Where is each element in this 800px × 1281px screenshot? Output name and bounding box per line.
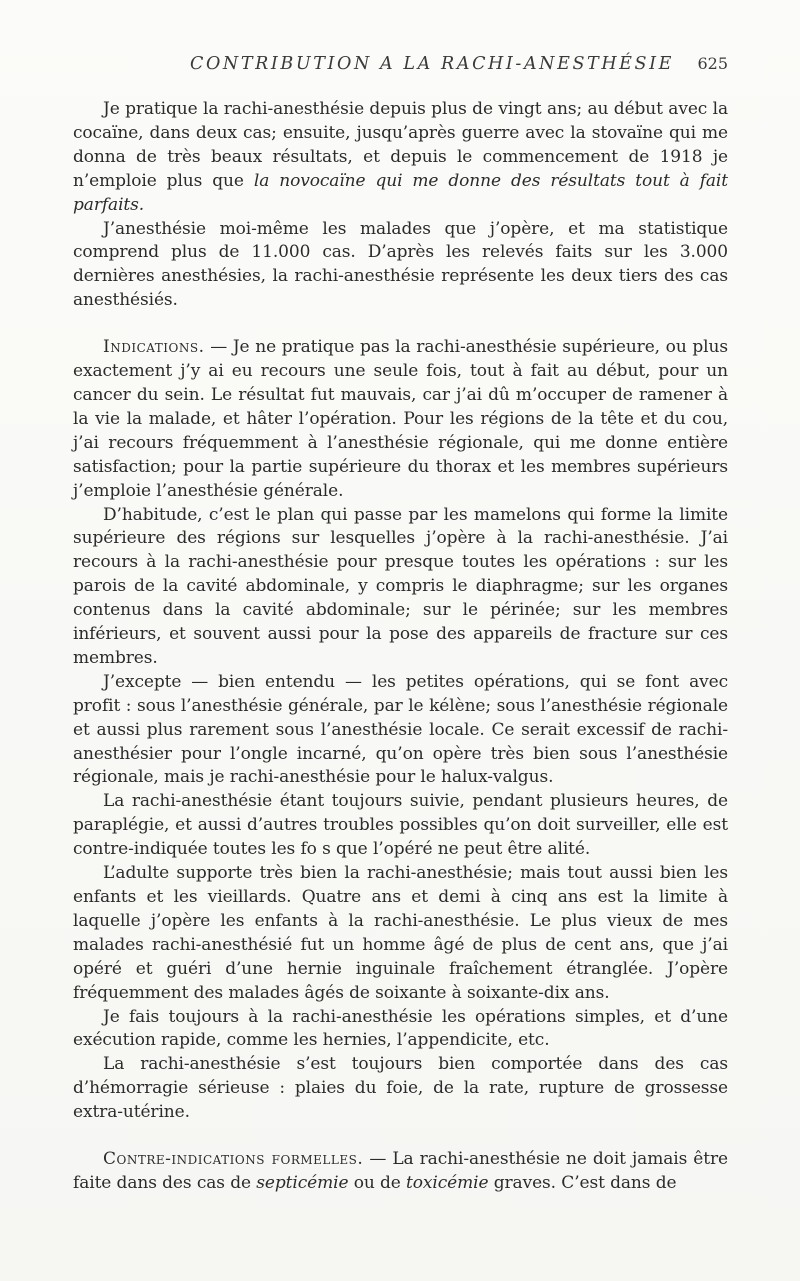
contraindications-italic-b: toxicémie [406,1172,489,1193]
paragraph-contraindications [73,1148,728,1196]
paragraph-limits: D’habitude, c’est le plan qui passe par les mamelons qui forme la limite supérieure des régions sur lesquelles j’opère à la rachi-anesthésie. J’ai recours à la rachi-anesthésie pour presque toutes les opérations : sur les parois de la cavité abdominale, y compris le diaphragme; sur les organes contenus dans la cavité abdominale; sur le périnée; sur les membres inférieurs, et souvent aussi pour la pose des appareils de fracture sur ces membres. [73,504,728,668]
section-heading-indications: Indications. [103,337,205,358]
running-title: CONTRIBUTION A LA RACHI-ANESTHÉSIE [190,54,675,74]
paragraph-exceptions: J’excepte — bien entendu — les petites opérations, qui se font avec profit : sous l’anesthésie générale, par le kélène; sous l’anesthésie régionale et aussi plus rarement sous l’anesthésie locale. Ce serait excessif de rachi-anesthésier pour l’ongle incarné, qu’on opère très bien sous l’anesthésie régionale, mais je rachi-anesthésie pour le halux-valgus. [73,671,728,788]
paragraph-indications-text: — Je ne pratique pas la rachi-anesthésie supérieure, ou plus exactement j’y ai eu recours une seule fois, tout à fait au début, pour un cancer du sein. Le résultat fut mauvais, car j’ai dû m’occuper de ramener à la vie la malade, et hâter l’opération. Pour les régions de la tête et du cou, j’ai recours fréquemment à l’anesthésie régionale, qui me donne entière satisfaction; pour la partie supérieure du thorax et les membres supérieurs j’emploie l’anesthésie générale. [73,337,728,501]
paragraph-simple-operations: Je fais toujours à la rachi-anesthésie les opérations simples, et d’une exécution rapide, comme les hernies, l’appendicite, etc. [73,1006,728,1051]
contraindications-text-a: — La rachi-anesthésie ne doit jamais être faite dans des cas de [73,1149,728,1193]
contraindications-italic-a: septicémie [256,1172,349,1193]
page-number: 625 [697,54,728,73]
paragraph-history [73,98,728,218]
contraindications-text-b: ou de [348,1172,407,1193]
running-header [0,54,800,80]
paragraph-history-text: Je pratique la rachi-anesthésie depuis plus de vingt ans; au début avec la cocaïne, dans deux cas; ensuite, jusqu’après guerre avec la stovaïne qui me donna de très beaux résultats, et depuis le commencement de 1918 je n’emploie plus que [73,99,728,191]
paragraph-history-italic: la novocaïne qui me donne des résultats tout à fait parfaits. [73,170,729,215]
paragraph-ages: L’adulte supporte très bien la rachi-anesthésie; mais tout aussi bien les enfants et les vieillards. Quatre ans et demi à cinq ans est la limite à laquelle j’opère les enfants à la rachi-anesthésie. Le plus vieux de mes malades rachi-anesthésié fut un homme âgé de plus de cent ans, que j’ai opéré et guéri d’une hernie inguinale fraîchement étranglée. J’opère fréquemment des malades âgés de soixante à soixante-dix ans. [73,863,728,1003]
paragraph-paraplegia: La rachi-anesthésie étant toujours suivie, pendant plusieurs heures, de paraplégie, et aussi d’autres troubles possibles qu’on doit surveiller, elle est contre-indiquée toutes les fo s que l’opéré ne peut être alité. [73,791,728,860]
paragraph-indications [73,336,728,503]
paragraph-hemorrhage: La rachi-anesthésie s’est toujours bien comportée dans des cas d’hémorragie sérieuse : plaies du foie, de la rate, rupture de grossesse extra-utérine. [73,1054,728,1123]
body-text [73,98,728,1196]
section-heading-contraindications: Contre-indications formelles. [103,1149,364,1170]
contraindications-text-c: graves. C’est dans de [488,1172,677,1193]
paragraph-statistics: J’anesthésie moi-même les malades que j’opère, et ma statistique comprend plus de 11.000 cas. D’après les relevés faits sur les 3.000 dernières anesthésies, la rachi-anesthésie représente les deux tiers des cas anesthésiés. [73,218,728,311]
